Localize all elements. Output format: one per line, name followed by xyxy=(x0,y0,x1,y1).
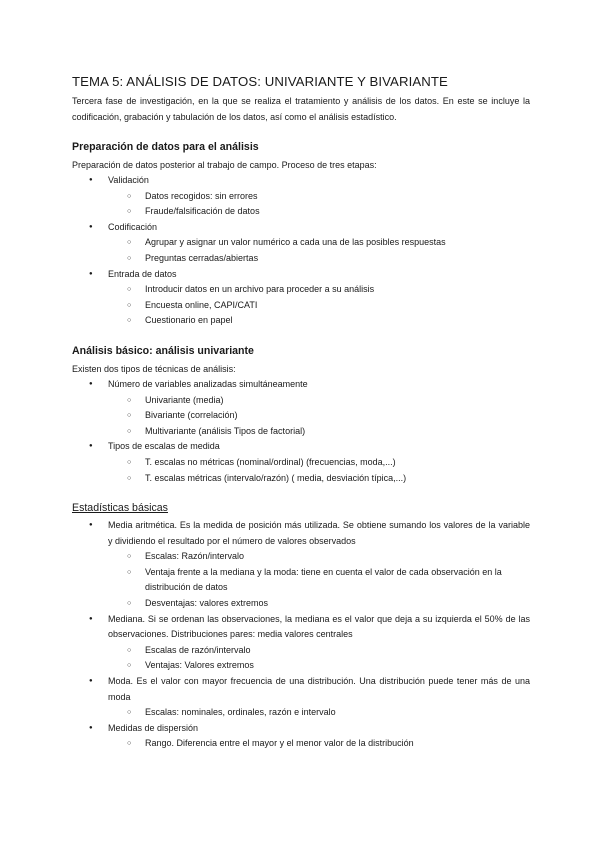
section-heading-preparacion: Preparación de datos para el análisis xyxy=(72,141,259,153)
sub-list-item: ○ Fraude/falsificación de datos xyxy=(72,204,530,220)
sub-list xyxy=(108,189,530,220)
list-item xyxy=(72,518,530,612)
list-item-text: ● Tipos de escalas de medida xyxy=(108,441,220,452)
sub-list-item: ○ Introducir datos en un archivo para proceder a su análisis xyxy=(72,282,530,298)
sub-list-item: ○ Univariante (media) xyxy=(72,393,530,409)
list-item-text: ● Mediana. Si se ordenan las observaciones, la mediana es el valor que deja a su izquierda el 50% de las observaciones. Distribuciones pares: media valores centrales xyxy=(108,613,530,640)
section-lead: Preparación de datos posterior al trabajo de campo. Proceso de tres etapas: xyxy=(72,160,377,170)
list-item-text: ● Entrada de datos xyxy=(108,268,177,279)
section-heading-estadisticas: Estadísticas básicas xyxy=(72,502,168,515)
sub-list-item: ○ Agrupar y asignar un valor numérico a cada una de las posibles respuestas xyxy=(72,235,530,251)
list-item xyxy=(72,267,530,329)
sub-list-item: ○ Desventajas: valores extremos xyxy=(72,596,530,612)
sub-list xyxy=(108,736,530,752)
list-item-text: ● Validación xyxy=(108,175,149,185)
document-page xyxy=(72,74,530,752)
bullet-list xyxy=(72,518,530,752)
sub-list xyxy=(108,643,530,674)
sub-list-item: ○ T. escalas no métricas (nominal/ordinal) (frecuencias, moda,...) xyxy=(72,455,530,471)
list-item xyxy=(72,220,530,267)
sub-list-item: ○ Bivariante (correlación) xyxy=(72,408,530,424)
list-item-text: ● Media aritmética. Es la medida de posición más utilizada. Se obtiene sumando los valores de la variable y dividiendo el resultado por el número de valores observados xyxy=(108,520,530,546)
section-heading-univariante: Análisis básico: análisis univariante xyxy=(72,344,254,357)
sub-list-item: ○ Rango. Diferencia entre el mayor y el menor valor de la distribución xyxy=(72,736,530,752)
sub-list xyxy=(108,282,530,329)
list-item-text: ● Número de variables analizadas simultáneamente xyxy=(108,378,308,389)
sub-list-item: ○ Escalas: Razón/intervalo xyxy=(72,549,530,565)
sub-list-item: ○ Cuestionario en papel xyxy=(72,313,530,329)
sub-list-item: ○ Preguntas cerradas/abiertas xyxy=(72,251,530,267)
bullet-list xyxy=(72,173,530,329)
section-lead: Existen dos tipos de técnicas de análisis: xyxy=(72,363,236,374)
list-item xyxy=(72,721,530,752)
sub-list-item: ○ T. escalas métricas (intervalo/razón) ( media, desviación típica,...) xyxy=(72,471,530,487)
sub-list-item: ○ Ventajas: Valores extremos xyxy=(72,658,530,674)
bullet-list xyxy=(72,377,530,486)
sub-list xyxy=(108,393,530,440)
sub-list-item: ○ Escalas: nominales, ordinales, razón e intervalo xyxy=(72,705,530,721)
sub-list-item: ○ Encuesta online, CAPI/CATI xyxy=(72,298,530,314)
list-item xyxy=(72,377,530,439)
list-item xyxy=(72,674,530,721)
list-item xyxy=(72,173,530,220)
sub-list xyxy=(108,235,530,266)
list-item xyxy=(72,612,530,674)
list-item xyxy=(72,439,530,486)
sub-list-item: ○ Multivariante (análisis Tipos de factorial) xyxy=(72,424,530,440)
intro-paragraph: Tercera fase de investigación, en la que se realiza el tratamiento y análisis de los datos. En este se incluye la codificación, grabación y tabulación de los datos, así como el análisis estadístico. xyxy=(72,96,530,122)
sub-list xyxy=(108,705,530,721)
sub-list-item: ○ Escalas de razón/intervalo xyxy=(72,643,530,659)
sub-list xyxy=(108,455,530,486)
list-item-text: ● Moda. Es el valor con mayor frecuencia de una distribución. Una distribución puede tener más de una moda xyxy=(108,676,530,702)
list-item-text: ● Codificación xyxy=(108,221,158,232)
sub-list-item: ○ Datos recogidos: sin errores xyxy=(72,189,530,205)
page-title: TEMA 5: ANÁLISIS DE DATOS: UNIVARIANTE Y BIVARIANTE xyxy=(72,74,448,89)
sub-list-item: ○ Ventaja frente a la mediana y la moda: tiene en cuenta el valor de cada observación en la distribución de datos xyxy=(72,565,530,596)
list-item-text: ● Medidas de dispersión xyxy=(108,722,199,733)
sub-list xyxy=(108,549,530,611)
